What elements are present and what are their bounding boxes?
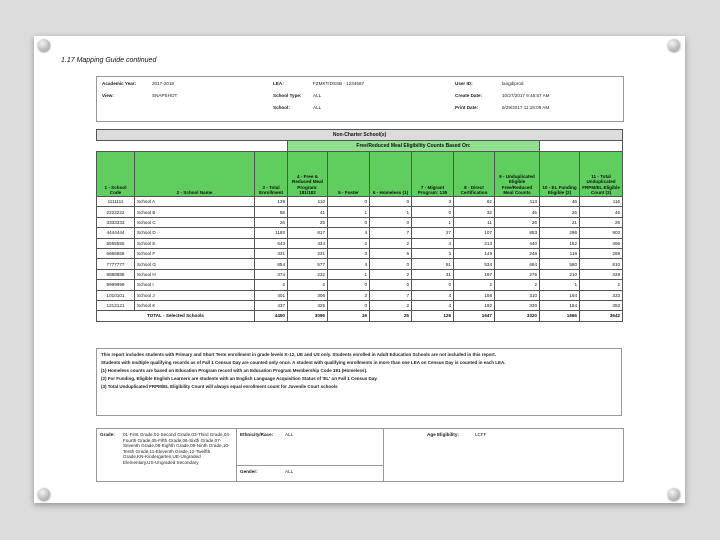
value-cell: 1 xyxy=(328,269,370,279)
academic-year-value: 2017-2018 xyxy=(152,81,174,86)
total-value-cell: 1666 xyxy=(540,311,580,321)
value-cell: 116 xyxy=(580,197,623,207)
value-cell: 296 xyxy=(540,228,580,238)
value-cell: 580 xyxy=(540,259,580,269)
value-cell: 27 xyxy=(412,228,454,238)
value-cell: 6 xyxy=(370,248,412,258)
gender-label: Gender: xyxy=(240,469,258,474)
create-date-label: Create Date: xyxy=(455,93,483,98)
enrollment-table xyxy=(96,129,623,322)
school-name-cell: School I xyxy=(135,280,255,290)
school-name-cell: School E xyxy=(135,238,255,248)
value-cell: 7 xyxy=(370,228,412,238)
pushpin-top-left-icon xyxy=(38,39,50,51)
total-value-cell: 1647 xyxy=(454,311,495,321)
print-date-value: 9/29/2017 11:15:09 AM xyxy=(502,105,550,110)
value-cell: 26 xyxy=(540,207,580,217)
value-cell: 275 xyxy=(495,269,540,279)
value-cell: 0 xyxy=(328,280,370,290)
value-cell: 51 xyxy=(412,259,454,269)
value-cell: 310 xyxy=(495,290,540,300)
value-cell: 107 xyxy=(454,228,495,238)
column-header: 3 - Total Enrollment xyxy=(255,152,288,197)
value-cell: 4 xyxy=(328,259,370,269)
table-row xyxy=(97,290,623,300)
column-header: 5 - Foster xyxy=(328,152,370,197)
value-cell: 817 xyxy=(288,228,328,238)
school-name-cell: School A xyxy=(135,197,255,207)
academic-year-label: Academic Year: xyxy=(102,81,137,86)
school-name-cell: School G xyxy=(135,259,255,269)
grade-label: Grade: xyxy=(100,432,115,437)
total-value-cell: 126 xyxy=(412,311,454,321)
report-notes xyxy=(96,348,622,416)
value-cell: 184 xyxy=(540,300,580,310)
school-code-cell: 9999999 xyxy=(97,280,135,290)
school-label: School: xyxy=(273,105,290,110)
total-value-cell: 3096 xyxy=(288,311,328,321)
age-eligibility-value: LCFF xyxy=(475,432,487,437)
value-cell: 0 xyxy=(370,217,412,227)
filter-criteria xyxy=(96,428,624,482)
value-cell: 333 xyxy=(580,290,623,300)
school-type-label: School Type: xyxy=(273,93,302,98)
value-cell: 440 xyxy=(495,238,540,248)
value-cell: 2 xyxy=(255,280,288,290)
value-cell: 1 xyxy=(370,207,412,217)
table-row xyxy=(97,300,623,310)
value-cell: 643 xyxy=(255,238,288,248)
total-value-cell: 3642 xyxy=(580,311,623,321)
school-name-cell: School F xyxy=(135,248,255,258)
school-value: ALL xyxy=(313,105,322,110)
pushpin-top-right-icon xyxy=(668,39,680,51)
value-cell: 306 xyxy=(288,290,328,300)
column-header: 1 - School Code xyxy=(97,152,135,197)
total-value-cell: 16 xyxy=(328,311,370,321)
value-cell: 268 xyxy=(580,248,623,258)
column-header: 7 - Migrant Program: 135 xyxy=(412,152,454,197)
value-cell: 164 xyxy=(540,290,580,300)
user-id-label: User ID: xyxy=(455,81,473,86)
ethnicity-label: Ethnicity/Race: xyxy=(240,432,274,437)
school-code-cell: 1212121 xyxy=(97,300,135,310)
value-cell: 0 xyxy=(370,197,412,207)
total-value-cell: 25 xyxy=(370,311,412,321)
value-cell: 62 xyxy=(454,197,495,207)
value-cell: 3 xyxy=(412,248,454,258)
grade-value: 01-First Grade,02-Second Grade,03-Third Grade,04-Fourth Grade,05-Fifth Grade,06-Sixth Grade,07-Seventh Grade,08-Eighth Grade,09-Ninth Grade,10-Tenth Grade,11-Eleventh Grade,12-Twelfth Grade,KN-Kindergarten,UE-Ungraded Elementary,US-Ungraded Secondary xyxy=(123,432,231,465)
value-cell: 3 xyxy=(328,248,370,258)
value-cell: 0 xyxy=(370,259,412,269)
table-row xyxy=(97,269,623,279)
school-name-cell: School J xyxy=(135,290,255,300)
value-cell: 4 xyxy=(412,290,454,300)
view-value: SNAPSHOT xyxy=(152,93,178,98)
table-row xyxy=(97,217,623,227)
value-cell: 353 xyxy=(580,300,623,310)
school-code-cell: 1010101 xyxy=(97,290,135,300)
totals-row xyxy=(97,311,623,321)
column-header: 2 - School Name xyxy=(135,152,255,197)
value-cell: 0 xyxy=(370,280,412,290)
value-cell: 197 xyxy=(454,269,495,279)
table-row xyxy=(97,248,623,258)
value-cell: 2 xyxy=(454,280,495,290)
value-cell: 0 xyxy=(328,197,370,207)
value-cell: 577 xyxy=(288,259,328,269)
value-cell: 25 xyxy=(288,217,328,227)
value-cell: 31 xyxy=(412,269,454,279)
school-code-cell: 4444444 xyxy=(97,228,135,238)
value-cell: 149 xyxy=(454,248,495,258)
value-cell: 232 xyxy=(288,269,328,279)
column-header: 4 - Free & Reduced Meal Program: 181/182 xyxy=(288,152,328,197)
value-cell: 810 xyxy=(580,259,623,269)
value-cell: 152 xyxy=(540,238,580,248)
table-row xyxy=(97,207,623,217)
value-cell: 853 xyxy=(495,228,540,238)
lea-label: LEA: xyxy=(273,81,284,86)
value-cell: 534 xyxy=(454,259,495,269)
value-cell: 46 xyxy=(540,197,580,207)
total-value-cell: 3320 xyxy=(495,311,540,321)
group-header: Free/Reduced Meal Eligibility Counts Based On: xyxy=(288,141,540,152)
table-title: Non-Charter School(s) xyxy=(97,130,623,141)
note-5: (3) Total Unduplicated FRPM/EL Eligibility Count will always equal enrollment count for Juvenile Court schools xyxy=(101,384,338,390)
value-cell: 437 xyxy=(255,300,288,310)
value-cell: 210 xyxy=(540,269,580,279)
value-cell: 1193 xyxy=(255,228,288,238)
column-header: 9 - Unduplicated Eligible Free/Reduced Meal Counts xyxy=(495,152,540,197)
table-row xyxy=(97,259,623,269)
value-cell: 854 xyxy=(255,259,288,269)
value-cell: 192 xyxy=(454,300,495,310)
column-header: 11 - Total Unduplicated FRPM/EL Eligible Count (3) xyxy=(580,152,623,197)
value-cell: 58 xyxy=(255,207,288,217)
pushpin-bottom-left-icon xyxy=(38,488,50,500)
school-code-cell: 6666666 xyxy=(97,248,135,258)
table-row xyxy=(97,228,623,238)
value-cell: 2 xyxy=(370,238,412,248)
value-cell: 1 xyxy=(412,217,454,227)
value-cell: 2 xyxy=(495,280,540,290)
note-1: This report includes students with Primary and Short Term enrollment in grade levels K-12, UE and US only. Students enrolled in Adult Education Schools are not included in this report. xyxy=(101,352,496,357)
table-row xyxy=(97,197,623,207)
value-cell: 2 xyxy=(370,300,412,310)
column-header: 8 - Direct Certification xyxy=(454,152,495,197)
school-code-cell: 1111111 xyxy=(97,197,135,207)
value-cell: 21 xyxy=(540,217,580,227)
value-cell: 231 xyxy=(288,248,328,258)
value-cell: 110 xyxy=(288,197,328,207)
value-cell: 46 xyxy=(580,207,623,217)
value-cell: 2 xyxy=(288,280,328,290)
value-cell: 118 xyxy=(540,248,580,258)
value-cell: 0 xyxy=(412,280,454,290)
user-id-value: langdiprod xyxy=(502,81,524,86)
value-cell: 45 xyxy=(495,207,540,217)
value-cell: 1 xyxy=(540,280,580,290)
school-code-cell: 2222222 xyxy=(97,207,135,217)
column-header: 10 - EL Funding Eligible (2) xyxy=(540,152,580,197)
value-cell: 7 xyxy=(370,290,412,300)
value-cell: 2 xyxy=(370,269,412,279)
note-2: Students with multiple qualifying records as of Fall 1 Census Day are counted only once. A student with qualifying enrollments in more than one LEA on Census Day is counted in each LEA. xyxy=(101,360,506,366)
value-cell: 0 xyxy=(328,300,370,310)
value-cell: 3 xyxy=(328,290,370,300)
value-cell: 139 xyxy=(255,197,288,207)
value-cell: 41 xyxy=(288,207,328,217)
pushpin-bottom-right-icon xyxy=(668,488,680,500)
value-cell: 158 xyxy=(454,290,495,300)
school-name-cell: School B xyxy=(135,207,255,217)
age-eligibility-label: Age Eligibility: xyxy=(427,432,459,437)
school-name-cell: School K xyxy=(135,300,255,310)
value-cell: 11 xyxy=(454,217,495,227)
note-4: (2) For Funding, Eligible English Learners are students with an English Language Acquisition Status of 'EL' on Fall 1 Census Day. xyxy=(101,376,378,382)
note-3: (1) Homeless counts are based on Education Program record with an Education Program Membership Code 191 (Homeless). xyxy=(101,368,368,374)
column-header: 6 - Homeless (1) xyxy=(370,152,412,197)
value-cell: 2 xyxy=(580,280,623,290)
lea-value: FZMKTIDSSB - 1234567 xyxy=(313,81,365,86)
value-cell: 328 xyxy=(580,269,623,279)
value-cell: 374 xyxy=(255,269,288,279)
value-cell: 32 xyxy=(454,207,495,217)
school-code-cell: 7777777 xyxy=(97,259,135,269)
value-cell: 684 xyxy=(495,259,540,269)
value-cell: 0 xyxy=(412,207,454,217)
school-type-value: ALL xyxy=(313,93,322,98)
page-caption: 1.17 Mapping Guide continued xyxy=(61,57,157,64)
value-cell: 4 xyxy=(412,238,454,248)
ethnicity-value: ALL xyxy=(285,432,294,437)
school-name-cell: School C xyxy=(135,217,255,227)
school-name-cell: School D xyxy=(135,228,255,238)
value-cell: 325 xyxy=(288,300,328,310)
value-cell: 4 xyxy=(328,228,370,238)
value-cell: 213 xyxy=(454,238,495,248)
value-cell: 330 xyxy=(495,300,540,310)
value-cell: 113 xyxy=(495,197,540,207)
table-row xyxy=(97,280,623,290)
total-value-cell: 4450 xyxy=(255,311,288,321)
school-code-cell: 5555555 xyxy=(97,238,135,248)
report-header xyxy=(96,76,624,122)
value-cell: 26 xyxy=(580,217,623,227)
view-label: View: xyxy=(102,93,114,98)
value-cell: 1 xyxy=(328,207,370,217)
totals-label: TOTAL - Selected Schools xyxy=(97,311,255,321)
print-date-label: Print Date: xyxy=(455,105,479,110)
value-cell: 26 xyxy=(255,217,288,227)
value-cell: 466 xyxy=(580,238,623,248)
school-code-cell: 3333333 xyxy=(97,217,135,227)
gender-value: ALL xyxy=(285,469,294,474)
value-cell: 248 xyxy=(495,248,540,258)
value-cell: 0 xyxy=(328,217,370,227)
value-cell: 401 xyxy=(255,290,288,300)
school-name-cell: School H xyxy=(135,269,255,279)
value-cell: 3 xyxy=(412,197,454,207)
value-cell: 4 xyxy=(412,300,454,310)
value-cell: 331 xyxy=(255,248,288,258)
create-date-value: 10/27/2017 9:48:57 AM xyxy=(502,93,550,98)
value-cell: 26 xyxy=(495,217,540,227)
value-cell: 903 xyxy=(580,228,623,238)
table-row xyxy=(97,238,623,248)
value-cell: 434 xyxy=(288,238,328,248)
value-cell: 2 xyxy=(328,238,370,248)
school-code-cell: 8888888 xyxy=(97,269,135,279)
